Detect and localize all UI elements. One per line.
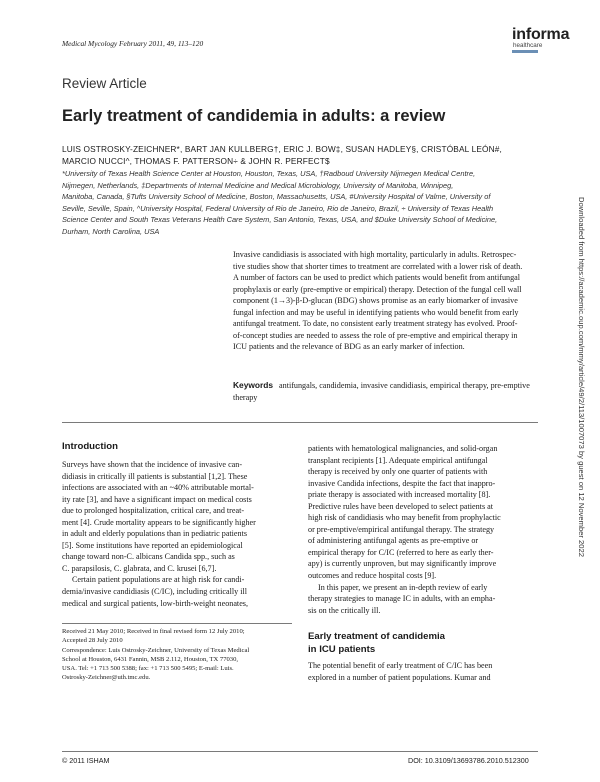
icu-section-text [308,660,538,683]
footnote-line: Received 21 May 2010; Received in final revised form 12 July 2010; [62,628,245,635]
abstract-line: prophylaxis or early (pre-emptive or empirical) therapy. Detection of the fungal cell wall [233,284,522,294]
abstract-line: Invasive candidiasis is associated with high mortality, particularly in adults. Retrospec- [233,250,517,259]
text-line: outcomes and reduce hospital costs [9]. [308,571,437,581]
text-line: empirical therapy for C/IC (referred to here as early ther- [308,547,494,557]
publisher-logo-bar [512,50,538,53]
abstract-line: ICU patients and the relevance of BDG as an early marker of infection. [233,342,465,351]
abstract-line: fungal infection and may be useful in identifying patients who would benefit from early [233,307,519,317]
footnote-line: Ostrosky-Zeichner@uth.tmc.edu. [62,674,151,682]
footer-divider [62,751,538,752]
paragraph [62,459,292,574]
right-column [308,443,538,616]
publisher-logo [512,27,569,49]
paragraph [62,574,292,609]
abstract-line: tive studies show that shorter times to treatment are correlated with a lower risk of death. [233,261,523,271]
section-label: Review Article [62,76,147,91]
section-divider [62,422,538,423]
footnote-line: USA. Tel: +1 713 500 5388; fax: +1 713 500 5495; E-mail: Luis. [62,665,234,673]
keywords-list: antifungals, candidemia, invasive candidiasis, empirical therapy, pre-emptive therapy [233,381,530,402]
text-line: The potential benefit of early treatment of C/IC has been [308,661,493,670]
affiliation-line: Seville, Seville, Spain, ^University Hospital, Federal University of Rio de Janeiro, Rio de Janeiro, Brazil, ÷ University of Texas Health [62,203,494,213]
journal-citation: Medical Mycology February 2011, 49, 113–120 [62,39,204,48]
download-watermark [576,197,585,577]
text-line: patients with hematological malignancies, and solid-organ [308,444,498,453]
affiliation-line: Manitoba, Canada, §Tufts University School of Medicine, Boston, Massachusetts, USA, #University Hospital of Valme, University of [62,192,491,202]
text-line: ity rate [3], and have a significant impact on medical costs [62,494,252,504]
paragraph [308,443,538,582]
keywords [233,380,533,403]
text-line: demia/invasive candidiasis (C/IC), including critically ill [62,587,248,597]
article-title: Early treatment of candidemia in adults: a review [62,107,446,125]
text-line: in adult and elderly populations than in pediatric patients [62,529,248,539]
author-list [62,144,530,167]
text-line: ment [4]. Crude mortality appears to be significantly higher [62,517,256,527]
text-line: In this paper, we present an in-depth review of early [318,582,488,592]
text-line: invasive Candida infections, despite the fact that inappro- [308,478,496,488]
affiliation-line: Durham, North Carolina, USA [62,226,160,236]
text-line: change toward non-C. albicans Candida spp., such as [62,552,235,562]
abstract-line: antifungal treatment. To date, no consistent early treatment strategy has evolved. Proof- [233,319,518,328]
text-line: [5]. Some institutions have reported an epidemiological [62,540,243,550]
text-line: infections are associated with an ~40% attributable mortal- [62,483,254,493]
keywords-label: Keywords [233,380,274,390]
text-line: C. parapsilosis, C. glabrata, and C. krusei [6,7]. [62,563,217,573]
text-line: high risk of candidiasis who may benefit from prophylactic [308,513,501,523]
text-line: priate therapy is associated with increased mortality [8]. [308,490,491,500]
affiliation-line: Science Center and South Texas Veterans Health Care System, San Antonio, Texas, USA, and $Duke University School of Medicine, [62,215,498,225]
text-line: or pre-emptive/empirical antifungal therapy. The strategy [308,524,495,534]
publisher-logo-subtext: healthcare [513,42,543,49]
footnote-line: Accepted 28 July 2010 [62,637,123,645]
affiliation-line: Nijmegen, Netherlands, ‡Departments of Internal Medicine and Medical Microbiology, University of Manitoba, Winnipeg, [62,180,454,190]
abstract-line: of-concept studies are needed to assess the role of pre-emptive and empirical therapy in [233,330,518,340]
footnote-line: School at Houston, 6431 Fannin, MSB 2.112, Houston, TX 77030, [62,655,239,663]
abstract-line: A number of factors can be used to predict which patients would benefit from antifungal [233,273,520,282]
publisher-logo-text: informa [512,26,570,43]
text-line: transplant recipients [1]. Adequate empirical antifungal [308,455,488,465]
text-line: Surveys have shown that the incidence of invasive can- [62,460,243,469]
doi-link[interactable]: DOI: 10.3109/13693786.2010.512300 [408,756,529,765]
text-line: medical and surgical patients, low-birth-weight neonates, [62,598,248,608]
text-line: of administering antifungal agents as pre-emptive or [308,536,479,546]
affiliations [62,168,534,238]
heading-line: in ICU patients [308,644,376,655]
download-watermark-text: Downloaded from https://academic.oup.com/mmy/article/49/2/113/1007073 by guest on 12 November 2022 [577,197,586,557]
icu-section-heading [308,630,538,656]
affiliation-line: *University of Texas Health Science Center at Houston, Houston, Texas, USA, †Radboud University Nijmegen Medical Centre, [62,169,476,178]
abstract [233,249,533,353]
text-line: explored in a number of patient populations. Kumar and [308,672,491,682]
text-line: didiasis in critically ill patients is substantial [1,2]. These [62,471,248,481]
footnote-line: Correspondence: Luis Ostrosky-Zeichner, University of Texas Medical [62,646,250,654]
author-line: LUIS OSTROSKY-ZEICHNER*, BART JAN KULLBERG†, ERIC J. BOW‡, SUSAN HADLEY§, CRISTÓBAL LEÓN#, [62,144,502,154]
text-line: Predictive rules have been developed to select patients at [308,501,493,511]
text-line: due to prolonged hospitalization, critical care, and treat- [62,506,245,516]
heading-line: Early treatment of candidemia [308,631,446,642]
text-line: Certain patient populations are at high risk for candi- [72,575,245,585]
footnote-divider [62,623,292,624]
correspondence-footnote [62,627,294,683]
copyright-notice: © 2011 ISHAM [62,756,110,765]
introduction-heading: Introduction [62,441,118,452]
text-line: therapy strategies to manage IC in adults, with an empha- [308,594,496,604]
text-line: apy) is currently unproven, but may significantly improve [308,559,497,569]
author-line: MARCIO NUCCI^, THOMAS F. PATTERSON÷ & JOHN R. PERFECT$ [62,155,330,166]
text-line: therapy is received by only one quarter of patients with [308,467,488,477]
abstract-line: component (1→3)-β-D-glucan (BDG) shows promise as an early biomarker of invasive [233,296,518,305]
left-column [62,459,292,609]
text-line: sis on the critically ill. [308,605,381,615]
paragraph [308,582,538,617]
